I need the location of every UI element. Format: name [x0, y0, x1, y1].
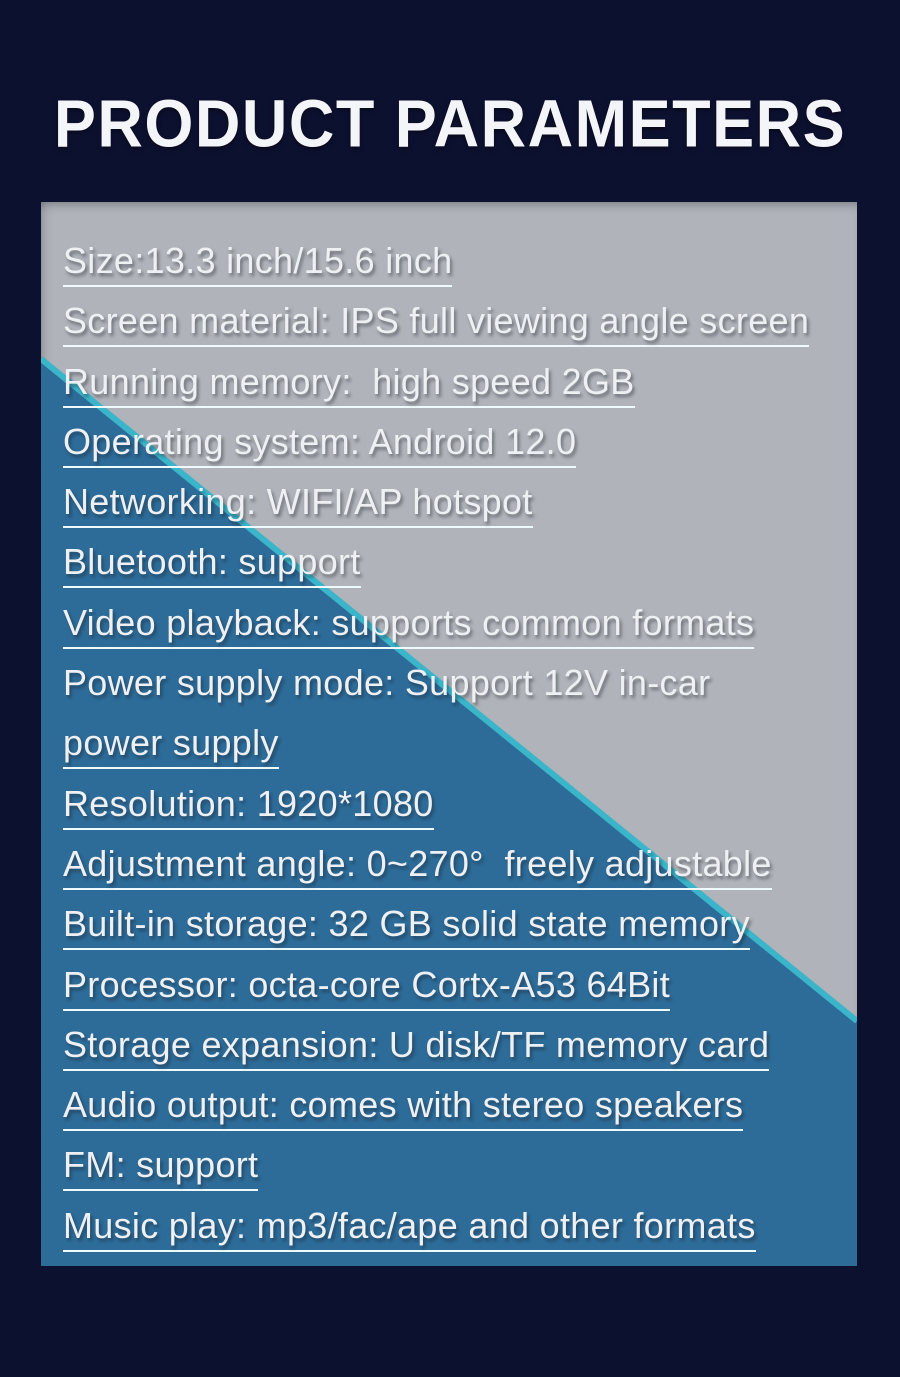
spec-text: Processor: octa-core Cortx-A53 64Bit	[63, 964, 670, 1011]
spec-panel	[41, 202, 857, 1266]
spec-row-screen-material	[63, 300, 857, 360]
spec-row-power-supply-line2	[63, 722, 857, 782]
spec-text: Built-in storage: 32 GB solid state memory	[63, 903, 750, 950]
spec-row-bluetooth	[63, 541, 857, 601]
spec-text: Storage expansion: U disk/TF memory card	[63, 1024, 769, 1071]
spec-row-video-playback	[63, 602, 857, 662]
spec-row-built-in-storage	[63, 903, 857, 963]
spec-row-resolution	[63, 783, 857, 843]
spec-row-networking	[63, 481, 857, 541]
spec-text: Networking: WIFI/AP hotspot	[63, 481, 533, 528]
spec-text: Audio output: comes with stereo speakers	[63, 1084, 743, 1131]
spec-row-power-supply-line1	[63, 662, 857, 722]
spec-list	[63, 240, 857, 1265]
spec-row-adjustment-angle	[63, 843, 857, 903]
spec-row-music-play	[63, 1205, 857, 1265]
page-title: PRODUCT PARAMETERS	[53, 87, 847, 162]
spec-text: FM: support	[63, 1144, 258, 1191]
spec-row-fm	[63, 1144, 857, 1204]
spec-text: Video playback: supports common formats	[63, 602, 754, 649]
spec-row-size	[63, 240, 857, 300]
spec-text: Power supply mode: Support 12V in-car	[63, 662, 711, 704]
spec-text: Resolution: 1920*1080	[63, 783, 434, 830]
spec-text: Operating system: Android 12.0	[63, 421, 576, 468]
spec-row-operating-system	[63, 421, 857, 481]
spec-row-power-supply	[63, 662, 857, 783]
spec-text: Bluetooth: support	[63, 541, 361, 588]
spec-text: Music play: mp3/fac/ape and other formats	[63, 1205, 756, 1252]
spec-text: Screen material: IPS full viewing angle screen	[63, 300, 809, 347]
spec-text: Running memory: high speed 2GB	[63, 361, 635, 408]
spec-text: Adjustment angle: 0~270° freely adjustable	[63, 843, 772, 890]
spec-row-audio-output	[63, 1084, 857, 1144]
spec-text: Size:13.3 inch/15.6 inch	[63, 240, 452, 287]
spec-row-processor	[63, 964, 857, 1024]
spec-text: power supply	[63, 722, 279, 769]
spec-row-storage-expansion	[63, 1024, 857, 1084]
spec-row-running-memory	[63, 361, 857, 421]
